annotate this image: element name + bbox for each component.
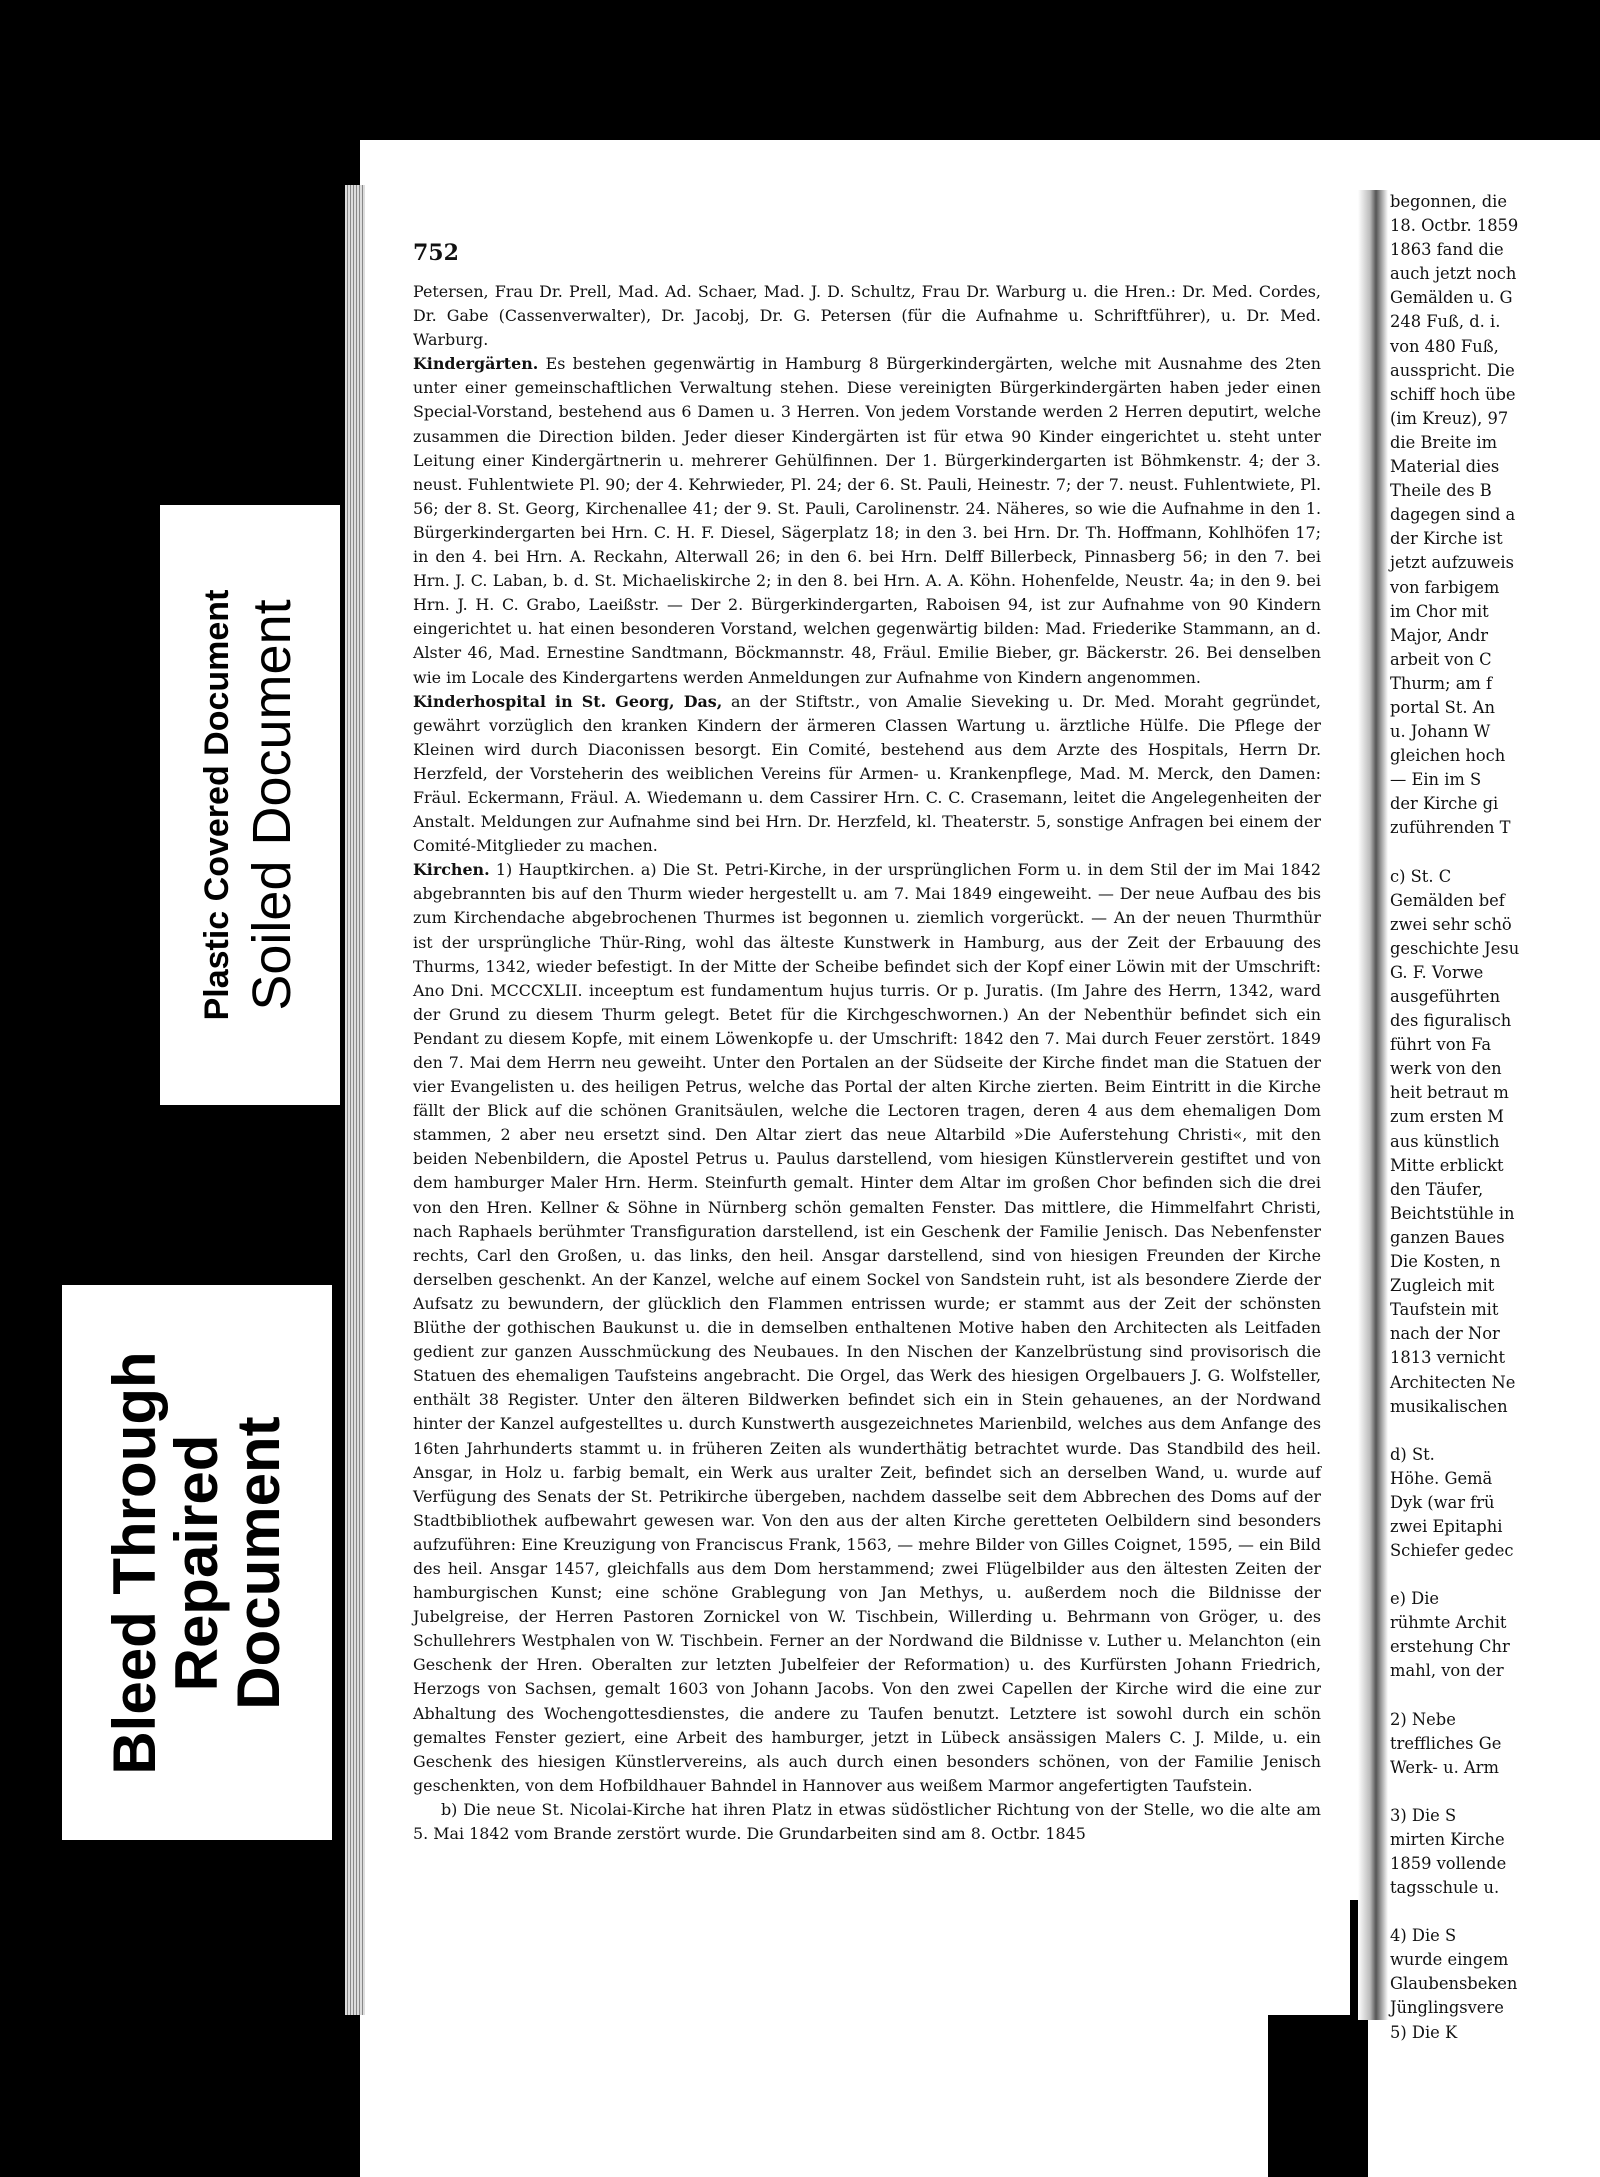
right-page-line: 18. Octbr. 1859 [1390, 216, 1519, 236]
label-repaired: Repaired [163, 1434, 230, 1691]
right-page-line [1390, 1780, 1600, 1804]
right-page-line: des figuralisch [1390, 1011, 1512, 1031]
bleed-through-label [62, 1285, 332, 1840]
right-page-line: zwei Epitaphi [1390, 1516, 1503, 1536]
right-page-line [1390, 1419, 1600, 1443]
right-page-line: erstehung Chr [1390, 1637, 1510, 1657]
right-page-line: den Täufer, [1390, 1179, 1484, 1199]
paragraph-kirchen [413, 858, 1321, 1798]
heading-kindergaerten: Kindergärten. [413, 354, 539, 374]
right-page-line [1390, 1900, 1600, 1924]
soiled-label [160, 505, 340, 1105]
right-page-line: — Ein im S [1390, 770, 1482, 790]
right-page-line: aus künstlich [1390, 1131, 1500, 1151]
right-page-line [1390, 1563, 1600, 1587]
right-page-line: e) Die [1390, 1589, 1440, 1609]
right-page-line: schiff hoch übe [1390, 384, 1516, 404]
paragraph-kindergaerten [413, 352, 1321, 689]
right-page-line: portal St. An [1390, 697, 1495, 717]
label-document: Document [225, 1415, 292, 1710]
right-page-line: d) St. [1390, 1444, 1435, 1464]
right-page-line: Jünglingsvere [1390, 1998, 1504, 2018]
right-page-line: führt von Fa [1390, 1035, 1492, 1055]
right-page-line: 2) Nebe [1390, 1709, 1456, 1729]
right-page-line: Gemälden bef [1390, 890, 1505, 910]
right-page-line: ausspricht. Die [1390, 360, 1515, 380]
right-page-line: Gemälden u. G [1390, 288, 1513, 308]
right-page-line: mahl, von der [1390, 1661, 1504, 1681]
right-page-line: dagegen sind a [1390, 505, 1516, 525]
right-page-line: von farbigem [1390, 577, 1500, 597]
right-page-cropped [1390, 190, 1600, 2042]
text-kindergaerten: Es bestehen gegenwärtig in Hamburg 8 Bürgerkindergärten, welche mit Ausnahme des 2ten unter einer gemeinschaftlichen Verwaltung stehen. Diese vereinigten Bürgerkindergärten haben jeder einen Special-Vorstand, bestehend aus 6 Damen u. 3 Herren. Von jedem Vorstande werden 2 Herren deputirt, welche zusammen die Direction bilden. Jeder dieser Kindergärten ist für etwa 90 Kinder eingerichtet u. steht unter Leitung einer Kindergärtnerin u. mehrerer Gehülfinnen. Der 1. Bürgerkindergarten ist Böhmkenstr. 4; der 3. neust. Fuhlentwiete Pl. 90; der 4. Kehrwieder, Pl. 24; der 6. St. Pauli, Heinestr. 7; der 7. neust. Fuhlentwiete, Pl. 56; der 8. St. Georg, Kirchenallee 41; der 9. St. Pauli, Carolinenstr. 24. Näheres, so wie die Aufnahme in den 1. Bürgerkindergarten bei Hrn. C. H. F. Diesel, Sägerplatz 18; in den 3. bei Hrn. Dr. Th. Hoffmann, Kohlhöfen 17; in den 4. bei Hrn. A. Reckahn, Alterwall 26; in den 6. bei Hrn. Delff Billerbeck, Pinnasberg 56; in den 7. bei Hrn. J. C. Laban, b. d. St. Michaeliskirche 2; in den 8. bei Hrn. A. A. Köhn. Hohenfelde, Neustr. 4a; in den 9. bei Hrn. J. H. C. Grabo, Laeißstr. — Der 2. Bürgerkindergarten, Raboisen 94, ist zur Aufnahme von 90 Kindern eingerichtet u. hat einen besonderen Vorstand, welchen gegenwärtig bilden: Mad. Friederike Stammann, an d. Alster 46, Mad. Ernestine Sandtmann, Böckmannstr. 48, Fräul. Emilie Bieber, gr. Bäckerstr. 26. Bei denselben wie im Locale des Kindergartens werden Anmeldungen zur Aufnahme von Kindern angenommen. [413, 354, 1321, 687]
right-page-line: Schiefer gedec [1390, 1541, 1514, 1561]
left-page [370, 185, 1350, 2015]
right-page-line: Thurm; am f [1390, 673, 1493, 693]
right-page-line: Zugleich mit [1390, 1276, 1495, 1296]
right-page-line: begonnen, die [1390, 192, 1507, 211]
page-body [413, 280, 1321, 1846]
right-page-line: tagsschule u. [1390, 1878, 1500, 1898]
right-page-line: G. F. Vorwe [1390, 962, 1484, 982]
text-kirchen: 1) Hauptkirchen. a) Die St. Petri-Kirche, in der ursprünglichen Form u. in dem Stil der im Mai 1842 abgebrannten bis auf den Thurm wieder hergestellt u. am 7. Mai 1849 eingeweiht. — Der neue Aufbau des bis zum Kirchendache abgebrochenen Thurmes ist begonnen u. ziemlich vorgerückt. — An der neuen Thurmthür ist der ursprüngliche Thür-Ring, wohl das älteste Kunstwerk in Hamburg, aus der Zeit der Erbauung des Thurms, 1342, wieder befestigt. In der Mitte der Scheibe befindet sich der Kopf einer Löwin mit der Umschrift: Ano Dni. MCCCXLII. inceeptum est fundamentum hujus turris. Or p. Juratis. (Im Jahre des Herrn, 1342, ward der Grund zu diesem Thurm gelegt. Betet für die Kirchgeschwornen.) An der Nebenthür befindet sich ein Pendant zu diesem Kopfe, mit einem Löwenkopfe u. der Umschrift: 1842 den 7. Mai durch Feuer zerstört. 1849 den 7. Mai dem Herrn neu geweiht. Unter den Portalen an der Südseite der Kirche findet man die Statuen der vier Evangelisten u. des heiligen Petrus, welche das Portal der alten Kirche zierten. Beim Eintritt in die Kirche fällt der Blick auf die schönen Granitsäulen, welche die Lectoren tragen, deren 4 aus dem ehemaligen Dom stammen, 2 aber neu ersetzt sind. Den Altar ziert das neue Altarbild »Die Auferstehung Christi«, mit den beiden Nebenbildern, die Apostel Petrus u. Paulus darstellend, vom hiesigen Künstlerverein gestiftet und von dem hamburger Maler Hrn. Herm. Steinfurth gemalt. Hinter dem Altar im großen Chor befinden sich die drei von den Hren. Kellner & Söhne in Nürnberg schön gemalten Fenster. Das mittlere, die Himmelfahrt Christi, nach Raphaels berühmter Transfiguration darstellend, ist ein Geschenk der Familie Jenisch. Das Nebenfenster rechts, Carl den Großen, u. das links, den heil. Ansgar darstellend, sind von hiesigen Freunden der Kirche derselben geschenkt. An der Kanzel, welche auf einem Sockel von Sandstein ruht, ist als besondere Zierde der Aufsatz zu bewundern, der glücklich den Flammen entrissen wurde; er stammt aus der Zeit der schönsten Blüthe der gothischen Baukunst u. die in demselben enthaltenen Motive haben den Architecten als Leitfaden gedient zur ganzen Ausschmückung des Neubaues. In den Nischen der Kanzelbrüstung sind provisorisch die Statuen des ehemaligen Taufsteins angebracht. Die Orgel, das Werk des hiesigen Orgelbauers J. G. Wolfsteller, enthält 38 Register. Unter den älteren Bildwerken befindet sich ein in Stein gehauenes, an der Nordwand hinter der Kanzel aufgestelltes u. durch Kunstwerth ausgezeichnetes Marienbild, welches aus dem Anfange des 16ten Jahrhunderts stammt u. in früheren Zeiten als wunderthätig betrachtet wurde. Das Standbild des heil. Ansgar, in Holz u. farbig bemalt, ein Werk aus uralter Zeit, befindet sich an derselben Wand, u. wurde auf Verfügung des Senats der St. Petrikirche übergeben, nachdem dasselbe seit dem Abbrechen des Doms auf der Stadtbibliothek aufbewahrt gewesen war. Von den aus der alten Kirche geretteten Oelbildern sind besonders aufzuführen: Eine Kreuzigung von Franciscus Frank, 1563, — mehre Bilder von Gilles Coignet, 1595, — ein Bild des heil. Ansgar 1457, gleichfalls aus dem Dom herstammend; zwei Flügelbilder aus den ältesten Zeiten der hamburgischen Kunst; eine schöne Grablegung von Jan Methys, u. außerdem noch die Bildnisse der Jubelgreise, der Herren Pastoren Zornickel von W. Tischbein, Willerding u. Behrmann von Gröger, u. des Schullehrers Westphalen von W. Tischbein. Ferner an der Nordwand die Bildnisse v. Luther u. Melanchton (ein Geschenk der Hren. Oberalten zur letzten Jubelfeier der Reformation) u. des Kurfürsten Johann Friedrich, Herzogs von Sachsen, gemalt 1603 von Johann Jacobs. Von den zwei Capellen der Kirche wird die eine zur Abhaltung des Wochengottesdienstes, die andere zu Taufen benutzt. Letztere ist sowohl durch ein schön gemaltes Fenster geziert, eine Arbeit des hamburger, jetzt in Lübeck ansässigen Malers C. J. Milde, u. ein Geschenk des hiesigen Künstlervereins, als auch durch einen besonders schönen, von der Familie Jenisch geschenkten, von dem Hofbildhauer Bahndel in Hannover aus weißem Marmor angefertigten Taufstein. [413, 860, 1321, 1795]
right-page-line: jetzt aufzuweis [1390, 553, 1514, 573]
right-page-line: arbeit von C [1390, 649, 1492, 669]
right-page-line: Die Kosten, n [1390, 1252, 1501, 1272]
right-page-line: 248 Fuß, d. i. [1390, 312, 1501, 332]
heading-kinderhospital: Kinderhospital in St. Georg, Das, [413, 691, 723, 711]
right-page-line: c) St. C [1390, 866, 1452, 886]
right-page-line: nach der Nor [1390, 1324, 1500, 1344]
right-page-line: Höhe. Gemä [1390, 1468, 1493, 1488]
right-page-line: mirten Kirche [1390, 1829, 1505, 1849]
right-page-line: 4) Die S [1390, 1926, 1457, 1946]
right-page-line: Architecten Ne [1390, 1372, 1516, 1392]
right-page-line: u. Johann W [1390, 722, 1491, 742]
right-page-line: (im Kreuz), 97 [1390, 408, 1509, 428]
right-page-line [1390, 841, 1600, 865]
right-page-line: 1859 vollende [1390, 1854, 1507, 1873]
right-page-line: zum ersten M [1390, 1107, 1504, 1127]
right-page-line: auch jetzt noch [1390, 264, 1517, 284]
right-page-line: treffliches Ge [1390, 1733, 1502, 1753]
right-page-line: geschichte Jesu [1390, 938, 1520, 958]
right-page-line: die Breite im [1390, 432, 1498, 452]
right-page-line: der Kirche gi [1390, 794, 1499, 814]
right-page-line: Dyk (war frü [1390, 1492, 1495, 1512]
right-page-line: im Chor mit [1390, 601, 1489, 621]
label-plastic-covered: Plastic Covered Document [198, 589, 236, 1021]
page-edge [345, 185, 365, 2015]
right-page-line: 1813 vernicht [1390, 1348, 1506, 1368]
heading-kirchen: Kirchen. [413, 860, 490, 880]
label-bleed-through: Bleed Through [101, 1350, 168, 1775]
right-page-line: Taufstein mit [1390, 1300, 1499, 1320]
right-page-line: wurde eingem [1390, 1950, 1509, 1970]
book-gutter [1358, 190, 1388, 2020]
right-page-line: rühmte Archit [1390, 1613, 1507, 1633]
right-page-line: Theile des B [1390, 481, 1492, 501]
right-page-line: zuführenden T [1390, 818, 1511, 838]
right-page-line: 1863 fand die [1390, 240, 1504, 260]
right-page-line: ausgeführten [1390, 987, 1501, 1006]
right-page-line: zwei sehr schö [1390, 914, 1512, 934]
right-page-line: 5) Die K [1390, 2022, 1458, 2042]
paragraph-nicolai: b) Die neue St. Nicolai-Kirche hat ihren Platz in etwas südöstlicher Richtung von der Stelle, wo die alte am 5. Mai 1842 vom Brande zerstört wurde. Die Grundarbeiten sind am 8. Octbr. 1845 [413, 1799, 1321, 1843]
right-page-line: Werk- u. Arm [1390, 1757, 1499, 1777]
right-page-line: musikalischen [1390, 1396, 1508, 1416]
paragraph-kinderhospital [413, 690, 1321, 859]
right-page-line: Beichtstühle in [1390, 1203, 1515, 1223]
right-page-line: Material dies [1390, 457, 1500, 477]
page-number: 752 [413, 240, 459, 266]
right-page-line: der Kirche ist [1390, 529, 1503, 549]
text-kinderhospital: an der Stiftstr., von Amalie Sieveking u. Dr. Med. Moraht gegründet, gewährt vorzüglich den kranken Kindern der ärmeren Classen Wartung u. ärztliche Hülfe. Die Pflege der Kleinen wird durch Diaconissen besorgt. Ein Comité, bestehend aus dem Arzte des Hospitals, Herrn Dr. Herzfeld, der Vorsteherin des weiblichen Vereins für Armen- u. Krankenpflege, Mad. M. Merck, den Damen: Fräul. Eckermann, Fräul. A. Wiedemann u. dem Cassirer Hrn. C. C. Crasemann, leitet die Angelegenheiten der Anstalt. Meldungen zur Aufnahme sind bei Hrn. Dr. Herzfeld, kl. Theaterstr. 5, sonstige Anfragen bei einem der Comité-Mitglieder zu machen. [413, 691, 1321, 856]
right-page-line [1390, 1684, 1600, 1708]
right-page-line: Glaubensbeken [1390, 1974, 1518, 1994]
right-page-line: werk von den [1390, 1059, 1502, 1079]
right-page-line: heit betraut m [1390, 1083, 1509, 1103]
right-page-line: 3) Die S [1390, 1805, 1457, 1825]
paragraph-donors: Petersen, Frau Dr. Prell, Mad. Ad. Schaer, Mad. J. D. Schultz, Frau Dr. Warburg u. die Hren.: Dr. Med. Cordes, Dr. Gabe (Cassenverwalter), Dr. Jacobj, Dr. G. Petersen (für die Aufnahme u. Schriftführer), u. Dr. Med. Warburg. [413, 282, 1321, 350]
right-page-line: gleichen hoch [1390, 746, 1506, 766]
label-soiled: Soiled Document [242, 599, 302, 1011]
right-page-line: von 480 Fuß, [1390, 336, 1499, 356]
right-page-line: Major, Andr [1390, 625, 1489, 645]
right-page-line: Mitte erblickt [1390, 1155, 1504, 1175]
right-page-line: ganzen Baues [1390, 1227, 1505, 1247]
